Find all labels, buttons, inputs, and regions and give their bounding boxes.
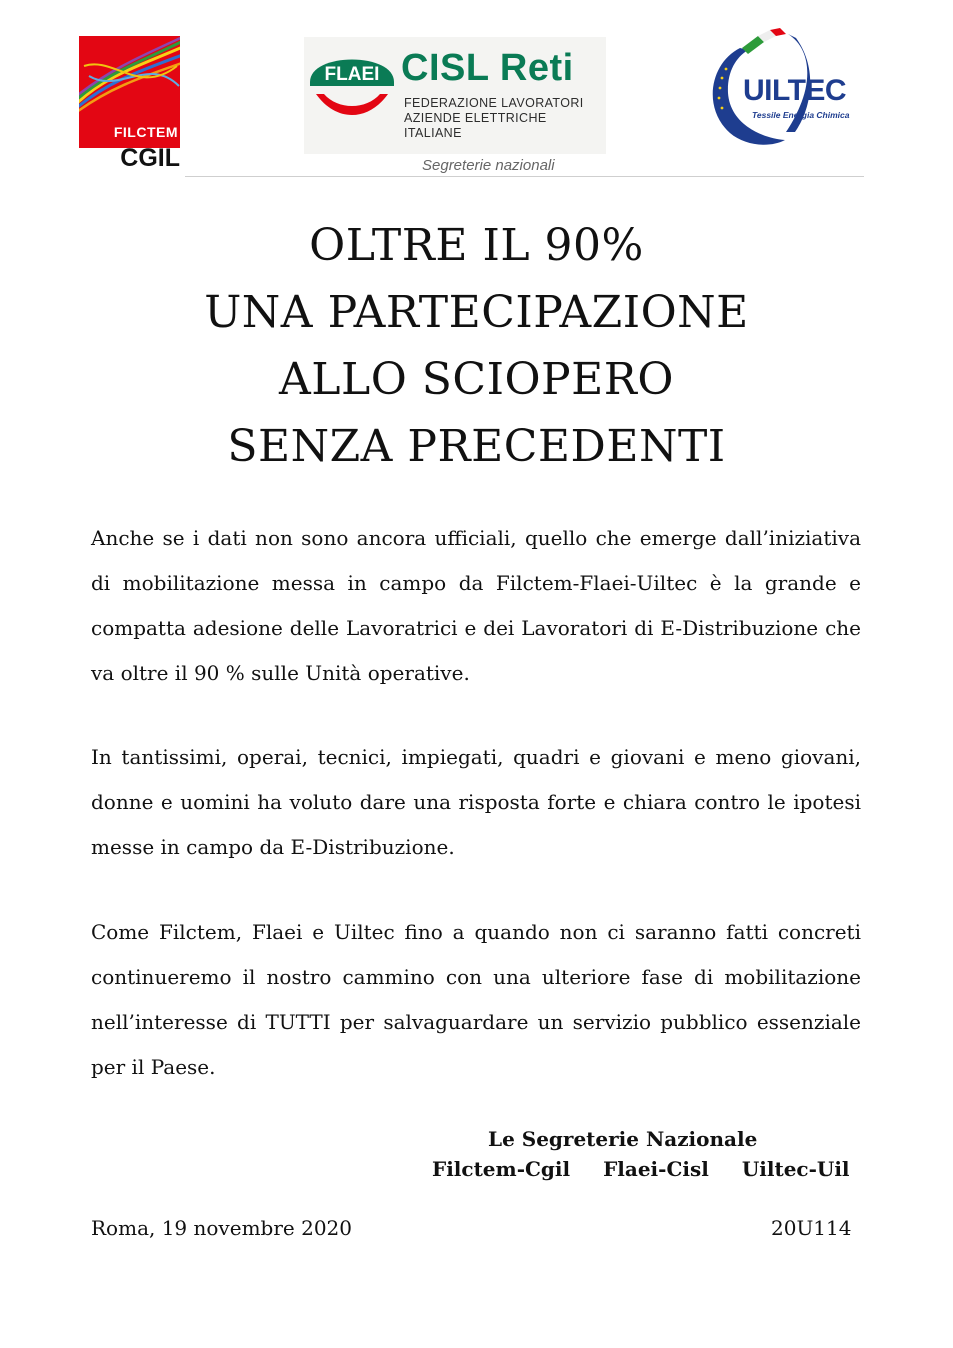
body-paragraph-1: Anche se i dati non sono ancora ufficiali, quello che emerge dall’iniziativa di mobilitazione messa in campo da Filctem-Flaei-Uiltec è la grande e compatta adesione delle Lavoratrici e dei Lavoratori di E-Distribuzione che va oltre il 90 % sulle Unità operative. <box>91 526 861 685</box>
flaei-emblem-icon <box>306 42 398 127</box>
title-line-3: ALLO SCIOPERO <box>279 354 674 405</box>
federation-name <box>404 96 606 141</box>
body-paragraph-3: Come Filctem, Flaei e Uiltec fino a quando non ci saranno fatti concreti continueremo il nostro cammino con una ulteriore fase di mobilitazione nell’interesse di TUTTI per salvaguardare un servizio pubblico essenziale per il Paese. <box>91 920 861 1079</box>
header-divider <box>185 176 864 177</box>
body-paragraph-2: In tantissimi, operai, tecnici, impiegati, quadri e giovani e meno giovani, donne e uomini ha voluto dare una risposta forte e chiara contro le ipotesi messe in campo da E-Distribuzione. <box>91 745 861 859</box>
federation-line1: FEDERAZIONE LAVORATORI <box>404 96 584 110</box>
filctem-logo-red-field <box>79 36 180 148</box>
signature-org-uiltec: Uiltec-Uil <box>741 1157 850 1181</box>
title-line-2: UNA PARTECIPAZIONE <box>204 287 749 338</box>
flaei-cisl-reti-logo <box>304 37 606 154</box>
protocol-number: 20U114 <box>771 1216 852 1240</box>
title-line-1: OLTRE IL 90% <box>309 220 644 271</box>
uiltec-wordmark: UILTEC <box>743 74 847 107</box>
title-line-4: SENZA PRECEDENTI <box>227 421 726 472</box>
filctem-logo-line2: CGIL <box>120 144 180 172</box>
uiltec-logo <box>700 28 850 153</box>
place-date: Roma, 19 novembre 2020 <box>91 1216 352 1240</box>
signature-org-flaei: Flaei-Cisl <box>603 1157 709 1181</box>
signature-title: Le Segreterie Nazionale <box>488 1127 758 1151</box>
uiltec-tagline: Tessile Energia Chimica <box>752 110 850 120</box>
flaei-mark-text: FLAEI <box>324 64 380 85</box>
cisl-reti-wordmark: CISL Reti <box>401 47 574 89</box>
signature-org-filctem: Filctem-Cgil <box>432 1157 571 1181</box>
federation-line2: AZIENDE ELETTRICHE ITALIANE <box>404 111 547 140</box>
page-title <box>0 212 953 480</box>
signature-organizations <box>432 1157 850 1181</box>
filctem-logo-line1: FILCTEM <box>113 124 178 140</box>
header-subtitle: Segreterie nazionali <box>422 157 555 174</box>
filctem-cgil-logo <box>79 36 180 173</box>
